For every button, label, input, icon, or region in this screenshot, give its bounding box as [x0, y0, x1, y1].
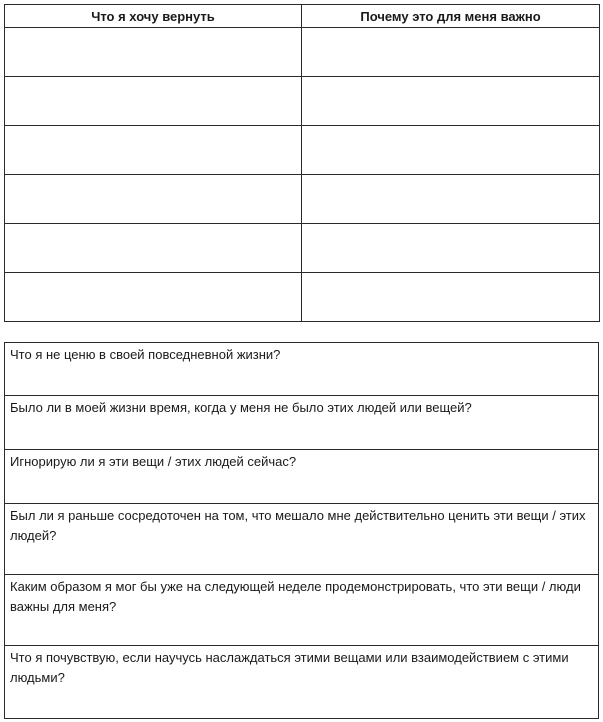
question-row [5, 575, 599, 646]
table-cell-why[interactable] [302, 126, 600, 175]
question-text: Игнорирую ли я эти вещи / этих людей сейчас? [10, 454, 297, 469]
header-what-to-return: Что я хочу вернуть [5, 5, 302, 28]
table-row [5, 77, 600, 126]
table-cell-what[interactable] [5, 175, 302, 224]
table-cell-why[interactable] [302, 224, 600, 273]
question-text: Что я не ценю в своей повседневной жизни? [10, 347, 281, 362]
question-text: Был ли я раньше сосредоточен на том, что мешало мне действительно ценить эти вещи / этих людей? [10, 508, 586, 543]
table-cell-why[interactable] [302, 77, 600, 126]
question-cell[interactable] [5, 343, 599, 396]
return-table [4, 4, 600, 322]
table-row [5, 273, 600, 322]
questions-table [4, 342, 599, 719]
question-row [5, 646, 599, 719]
table-row [5, 224, 600, 273]
table-cell-why[interactable] [302, 28, 600, 77]
question-cell[interactable] [5, 504, 599, 575]
table-row [5, 126, 600, 175]
table-cell-what[interactable] [5, 273, 302, 322]
table-row [5, 175, 600, 224]
question-text: Было ли в моей жизни время, когда у меня не было этих людей или вещей? [10, 400, 472, 415]
table-cell-what[interactable] [5, 126, 302, 175]
table-cell-why[interactable] [302, 175, 600, 224]
question-row [5, 450, 599, 504]
header-why-important: Почему это для меня важно [302, 5, 600, 28]
question-cell[interactable] [5, 396, 599, 450]
question-cell[interactable] [5, 646, 599, 719]
question-row [5, 504, 599, 575]
table-cell-what[interactable] [5, 28, 302, 77]
table-cell-what[interactable] [5, 77, 302, 126]
question-text: Каким образом я мог бы уже на следующей неделе продемонстрировать, что эти вещи / люди важны для меня? [10, 579, 581, 614]
table-cell-what[interactable] [5, 224, 302, 273]
table-cell-why[interactable] [302, 273, 600, 322]
table-row [5, 28, 600, 77]
question-row [5, 343, 599, 396]
question-cell[interactable] [5, 575, 599, 646]
question-cell[interactable] [5, 450, 599, 504]
return-table-header-row [5, 5, 600, 28]
question-row [5, 396, 599, 450]
question-text: Что я почувствую, если научусь наслаждаться этими вещами или взаимодействием с этими людьми? [10, 650, 569, 685]
